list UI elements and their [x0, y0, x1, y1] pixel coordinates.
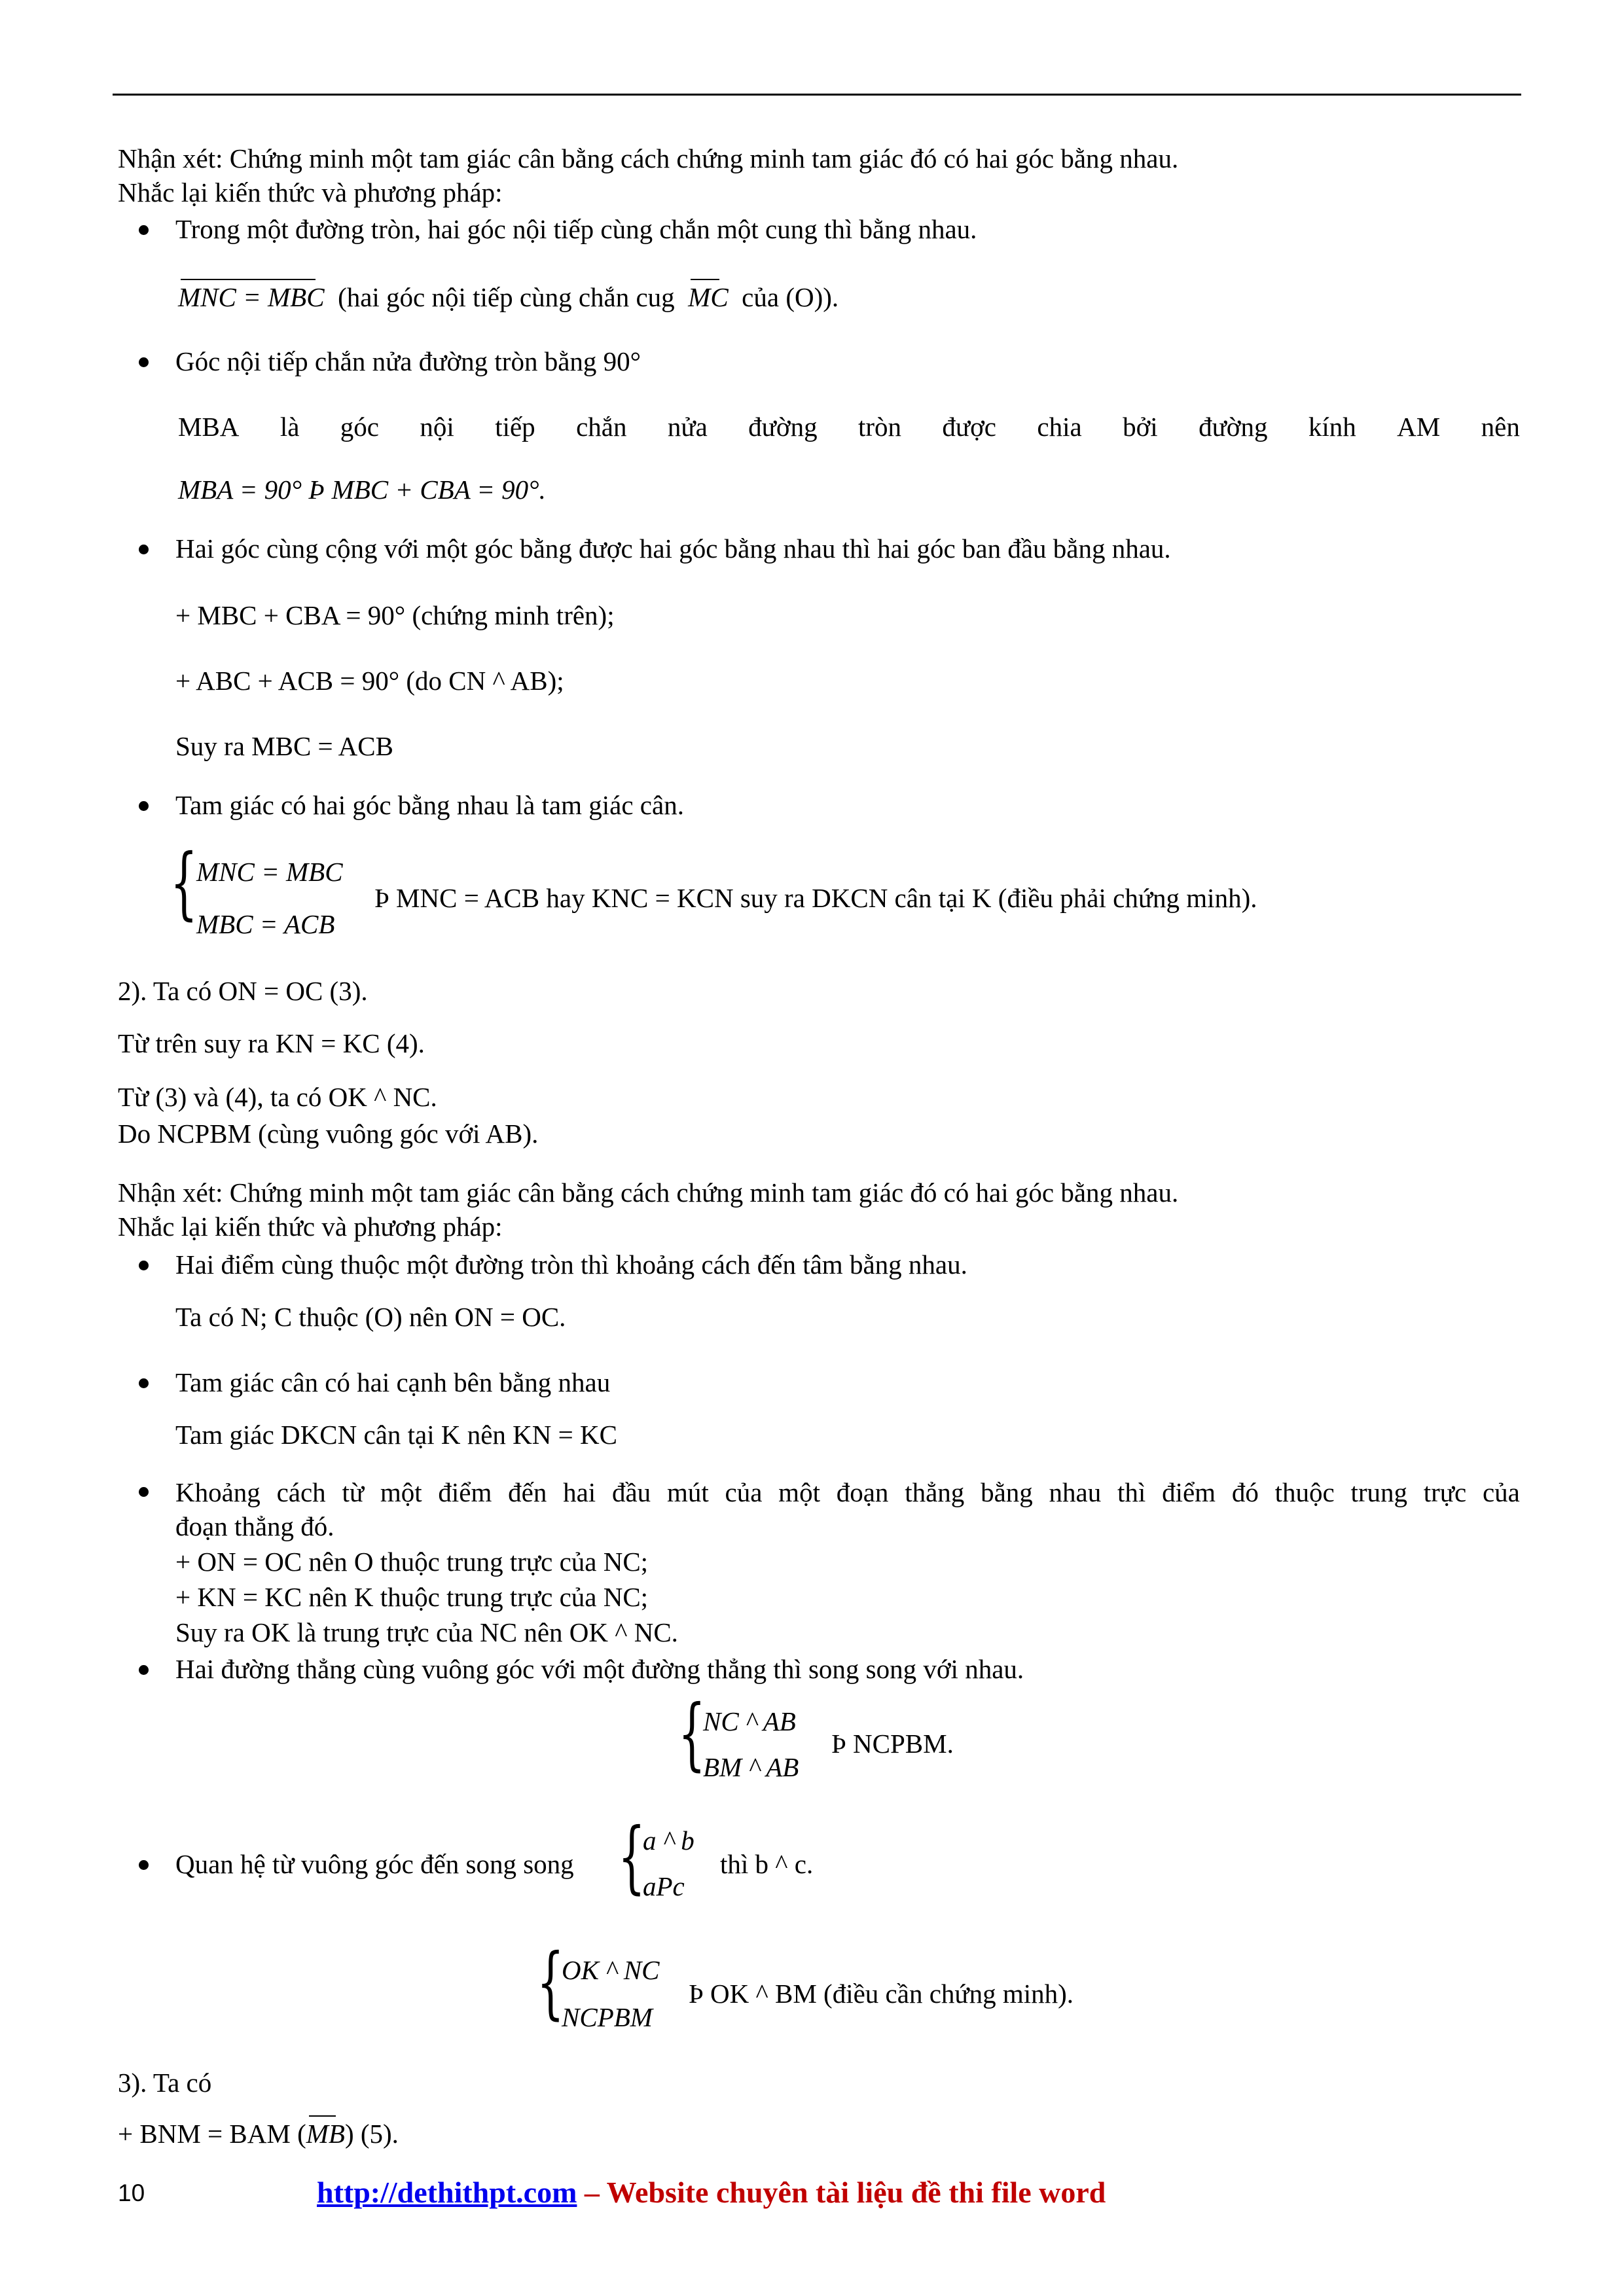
page-number: 10 [118, 2179, 145, 2206]
bullet [139, 357, 149, 367]
s2-bullet-3 [175, 1477, 1520, 1508]
s1-sys-result: Þ MNC = ACB hay KNC = KCN suy ra DKCN cân tại K (điều phải chứng minh). [374, 883, 1257, 913]
s1-b3-line-1: + MBC + CBA = 90° (chứng minh trên); [175, 600, 615, 630]
s2-bullet-2: Tam giác cân có hai cạnh bên bằng nhau [175, 1367, 611, 1397]
s3-pre: + BNM = BAM ( [118, 2119, 306, 2149]
s2-sys-2: BM ^ AB [703, 1752, 799, 1782]
word: chắn [576, 412, 627, 442]
s2-b3-line-2: + KN = KC nên K thuộc trung trực của NC; [175, 1582, 649, 1612]
s1-bullet-2: Góc nội tiếp chắn nửa đường tròn bằng 90° [175, 346, 641, 376]
arc-label: MC [688, 282, 729, 312]
s2-b5-sys-2: aPc [643, 1871, 685, 1901]
recall-2: Nhắc lại kiến thức và phương pháp: [118, 1211, 503, 1242]
s2-line-1: 2). Ta có ON = OC (3). [118, 976, 368, 1006]
s1-bullet-3: Hai góc cùng cộng với một góc bằng được hai góc bằng nhau thì hai góc ban đầu bằng nhau. [175, 533, 1171, 564]
word: mút [666, 1477, 709, 1507]
s2-b5-sys-1: a ^ b [643, 1825, 695, 1856]
eq-end: của (O)). [742, 282, 839, 312]
word: điểm [438, 1477, 492, 1507]
footer-link[interactable]: http://dethithpt.com [317, 2176, 577, 2209]
arc-label: MB [306, 2119, 345, 2149]
s1-eq-1 [178, 283, 839, 312]
s1-b3-line-2: + ABC + ACB = 90° (do CN ^ AB); [175, 666, 564, 696]
eq-text: (hai góc nội tiếp cùng chắn cug [338, 282, 675, 312]
system-brace: { [537, 1937, 564, 2028]
word: nên [1481, 412, 1520, 442]
s2-b3-line-3: Suy ra OK là trung trực của NC nên OK ^ NC. [175, 1617, 678, 1647]
system-brace: { [618, 1812, 645, 1903]
bullet [139, 545, 149, 554]
s2-b5-result: thì b ^ c. [720, 1849, 814, 1879]
eq-lhs: MNC = MBC [178, 282, 325, 312]
s1-b3-line-3: Suy ra MBC = ACB [175, 731, 393, 761]
s2-b3-line-1: + ON = OC nên O thuộc trung trực của NC; [175, 1547, 649, 1577]
word: đó [1231, 1477, 1259, 1507]
word: tiếp [495, 412, 535, 442]
bullet [139, 1860, 149, 1870]
s2-final-sys-2: NCPBM [562, 2002, 653, 2032]
remark-1: Nhận xét: Chứng minh một tam giác cân bằng cách chứng minh tam giác đó có hai góc bằng nhau. [118, 143, 1179, 173]
s2-line-2: Từ trên suy ra KN = KC (4). [118, 1028, 425, 1058]
bullet [139, 1378, 149, 1388]
s2-b3-cont: đoạn thẳng đó. [175, 1511, 334, 1541]
s1-bullet-1: Trong một đường tròn, hai góc nội tiếp cùng chắn một cung thì bằng nhau. [175, 214, 977, 244]
word: thuộc [1274, 1477, 1335, 1507]
word: đoạn [836, 1477, 889, 1507]
s1-sys-1: MNC = MBC [196, 857, 343, 887]
word: tròn [857, 412, 902, 442]
word: bởi [1123, 412, 1158, 442]
s1-bullet-4: Tam giác có hai góc bằng nhau là tam giác cân. [175, 790, 684, 820]
word: trực [1423, 1477, 1467, 1507]
word: góc [340, 412, 379, 442]
s2-sys-1: NC ^ AB [703, 1706, 796, 1736]
s1-b2-line-2: MBA = 90° Þ MBC + CBA = 90°. [178, 475, 546, 505]
word: đường [1199, 412, 1268, 442]
bullet [139, 1665, 149, 1675]
word: là [280, 412, 300, 442]
word: thẳng [905, 1477, 965, 1507]
word: Khoảng [175, 1477, 261, 1507]
word: AM [1397, 412, 1441, 442]
s2-line-4: Do NCPBM (cùng vuông góc với AB). [118, 1119, 539, 1149]
s1-sys-2: MBC = ACB [196, 909, 335, 939]
bullet [139, 801, 149, 811]
s3-post: ) (5). [344, 2119, 399, 2149]
s2-b1-line: Ta có N; C thuộc (O) nên ON = OC. [175, 1302, 566, 1332]
s2-line-3: Từ (3) và (4), ta có OK ^ NC. [118, 1082, 437, 1112]
word: bằng [981, 1477, 1033, 1507]
word: MBA [178, 412, 240, 442]
system-brace: { [170, 838, 198, 929]
word: đường [748, 412, 818, 442]
s2-b2-line: Tam giác DKCN cân tại K nên KN = KC [175, 1420, 617, 1450]
s2-sys-result: Þ NCPBM. [831, 1729, 954, 1759]
s3-line-1: 3). Ta có [118, 2068, 212, 2098]
word: chia [1037, 412, 1082, 442]
word: của [1482, 1477, 1520, 1507]
s2-bullet-5: Quan hệ từ vuông góc đến song song [175, 1849, 574, 1879]
system-brace: { [678, 1689, 706, 1780]
word: kính [1308, 412, 1356, 442]
word: từ [342, 1477, 365, 1507]
word: một [380, 1477, 422, 1507]
word: đến [508, 1477, 547, 1507]
word: nội [420, 412, 454, 442]
bullet [139, 225, 149, 235]
header-rule [113, 94, 1521, 96]
s2-final-sys-1: OK ^ NC [562, 1955, 660, 1985]
word: cách [276, 1477, 326, 1507]
word: điểm [1162, 1477, 1216, 1507]
s2-bullet-1: Hai điểm cùng thuộc một đường tròn thì khoảng cách đến tâm bằng nhau. [175, 1249, 967, 1280]
word: hai [563, 1477, 596, 1507]
s2-final-result: Þ OK ^ BM (điều cần chứng minh). [689, 1979, 1074, 2009]
word: một [778, 1477, 820, 1507]
word: thì [1117, 1477, 1146, 1507]
recall-1: Nhắc lại kiến thức và phương pháp: [118, 177, 503, 207]
s3-line-2 [118, 2119, 399, 2149]
word: đầu [611, 1477, 651, 1507]
word: của [725, 1477, 763, 1507]
remark-2: Nhận xét: Chứng minh một tam giác cân bằng cách chứng minh tam giác đó có hai góc bằng nhau. [118, 1177, 1179, 1208]
s2-bullet-4: Hai đường thẳng cùng vuông góc với một đường thẳng thì song song với nhau. [175, 1654, 1024, 1684]
s1-b2-line-1 [178, 411, 1520, 442]
bullet [139, 1487, 149, 1497]
footer-banner [317, 2175, 1106, 2210]
word: nửa [667, 412, 708, 442]
word: nhau [1049, 1477, 1102, 1507]
word: được [942, 412, 997, 442]
footer-text: – Website chuyên tài liệu đề thi file word [577, 2176, 1106, 2209]
bullet [139, 1261, 149, 1270]
word: trung [1350, 1477, 1407, 1507]
